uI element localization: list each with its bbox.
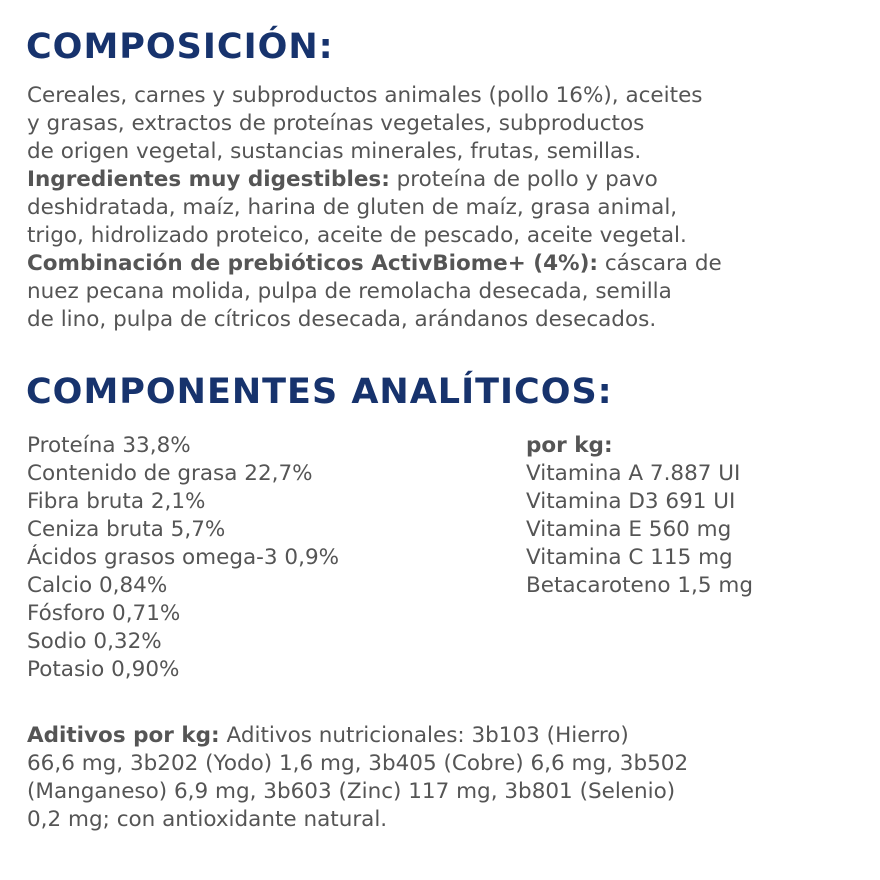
analytic-item: Potasio 0,90% (27, 657, 180, 682)
vitamin-item: Vitamina C 115 mg (526, 545, 733, 570)
vitamin-item: Vitamina A 7.887 UI (526, 461, 741, 486)
composition-line-text: de lino, pulpa de cítricos desecada, arándanos desecados. (27, 307, 657, 332)
composition-line-label: Ingredientes muy digestibles: (27, 167, 390, 192)
composition-line-text: trigo, hidrolizado proteico, aceite de pescado, aceite vegetal. (27, 223, 687, 248)
composition-line-text: deshidratada, maíz, harina de gluten de maíz, grasa animal, (27, 195, 678, 220)
analytic-item: Calcio 0,84% (27, 573, 168, 598)
additives-text (27, 722, 857, 834)
additives-line (27, 778, 857, 806)
analytics-right-list (526, 432, 753, 600)
composition-line-label: Combinación de prebióticos ActivBiome+ (4%): (27, 251, 599, 276)
composition-line (27, 138, 857, 166)
additives-line-label: Aditivos por kg: (27, 723, 220, 748)
analytic-item: Ceniza bruta 5,7% (27, 517, 226, 542)
composition-line (27, 110, 857, 138)
additives-line (27, 722, 857, 750)
analytics-heading: COMPONENTES ANALÍTICOS: (26, 372, 613, 412)
additives-line-text: 66,6 mg, 3b202 (Yodo) 1,6 mg, 3b405 (Cobre) 6,6 mg, 3b502 (27, 751, 689, 776)
analytic-item: Proteína 33,8% (27, 433, 191, 458)
composition-text (27, 82, 857, 334)
composition-heading: COMPOSICIÓN: (26, 27, 334, 67)
vitamin-item: Vitamina E 560 mg (526, 517, 732, 542)
analytic-item: Fibra bruta 2,1% (27, 489, 206, 514)
additives-line-text: (Manganeso) 6,9 mg, 3b603 (Zinc) 117 mg, 3b801 (Selenio) (27, 779, 676, 804)
additives-line-text: 0,2 mg; con antioxidante natural. (27, 807, 388, 832)
analytic-item: Sodio 0,32% (27, 629, 162, 654)
per-kg-header: por kg: (526, 433, 613, 458)
composition-line (27, 166, 857, 194)
composition-line-text: y grasas, extractos de proteínas vegetales, subproductos (27, 111, 645, 136)
analytic-item: Ácidos grasos omega-3 0,9% (27, 545, 340, 570)
composition-line-text: Cereales, carnes y subproductos animales (pollo 16%), aceites (27, 83, 703, 108)
vitamin-item: Betacaroteno 1,5 mg (526, 573, 753, 598)
composition-line (27, 82, 857, 110)
analytics-left-list (27, 432, 339, 684)
analytic-item: Contenido de grasa 22,7% (27, 461, 313, 486)
analytic-item: Fósforo 0,71% (27, 601, 181, 626)
composition-line-text: proteína de pollo y pavo (389, 167, 658, 192)
composition-line-text: cáscara de (598, 251, 722, 276)
composition-line-text: de origen vegetal, sustancias minerales, frutas, semillas. (27, 139, 642, 164)
composition-line (27, 222, 857, 250)
additives-line-text: Aditivos nutricionales: 3b103 (Hierro) (219, 723, 629, 748)
additives-line (27, 750, 857, 778)
composition-line (27, 194, 857, 222)
vitamin-item: Vitamina D3 691 UI (526, 489, 736, 514)
additives-line (27, 806, 857, 834)
composition-line-text: nuez pecana molida, pulpa de remolacha desecada, semilla (27, 279, 672, 304)
composition-line (27, 250, 857, 278)
composition-line (27, 306, 857, 334)
composition-line (27, 278, 857, 306)
